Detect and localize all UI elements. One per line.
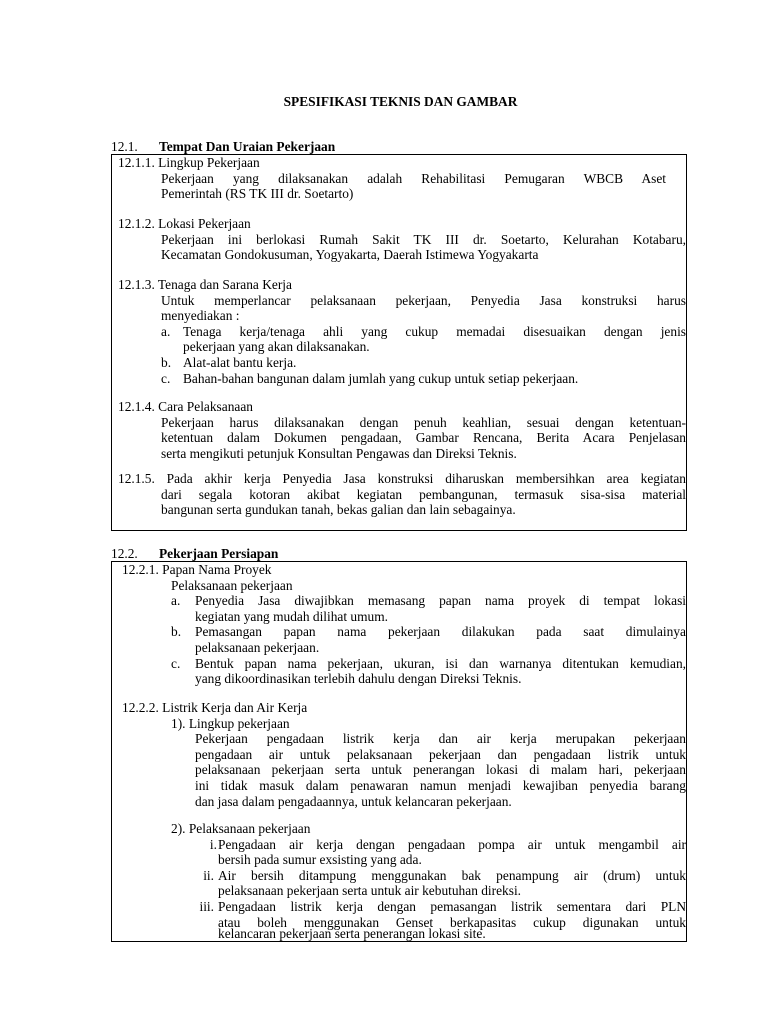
list-marker: b. (171, 624, 182, 640)
roman-marker: i. (209, 836, 217, 852)
list-item-line: Pengadaan air kerja dengan pengadaan pompa air untuk mengambil air (218, 836, 686, 852)
list-item-line: pelaksanaan pekerjaan serta untuk air kebutuhan direksi. (218, 883, 522, 899)
list-item-line: kelancaran pekerjaan serta penerangan lokasi site. (218, 926, 486, 941)
list-item-line: Pemasangan papan nama pekerjaan dilakukan pada saat dimulainya (195, 624, 686, 640)
list-item-line: Penyedia Jasa diwajibkan memasang papan nama proyek di tempat lokasi (195, 593, 686, 609)
paragraph-line: menyediakan : (161, 308, 240, 324)
list-item-line: Air bersih ditampung menggunakan bak penampung air (drum) untuk (218, 867, 686, 883)
list-marker: b. (161, 355, 172, 370)
paragraph-line: bangunan serta gundukan tanah, bekas galian dan lain sebagainya. (161, 502, 516, 518)
section-number: 12.1. (111, 139, 138, 154)
section-heading-12-1 (111, 139, 335, 155)
section-box-12-1 (111, 154, 687, 531)
paragraph-line: dan jasa dalam pengadaannya, untuk kelancaran pekerjaan. (195, 793, 512, 809)
numbered-heading: 1). Lingkup pekerjaan (171, 715, 290, 731)
paragraph-line: serta mengikuti petunjuk Konsultan Pengawas dan Direksi Teknis. (161, 445, 517, 461)
list-marker: a. (171, 593, 181, 609)
paragraph-line: ini tidak masuk dalam penawaran namun menjadi kewajiban penyedia barang (195, 778, 686, 793)
section-box-12-2 (111, 561, 687, 942)
list-item-line: Bentuk papan nama pekerjaan, ukuran, isi dan warnanya ditentukan kemudian, (195, 655, 686, 671)
paragraph-line: Pemerintah (RS TK III dr. Soetarto) (161, 186, 354, 202)
paragraph-line: Pekerjaan ini berlokasi Rumah Sakit TK III dr. Soetarto, Kelurahan Kotabaru, (161, 231, 686, 247)
section-heading-12-2 (111, 546, 278, 562)
section-title: Tempat Dan Uraian Pekerjaan (159, 139, 336, 154)
list-item-line: Tenaga kerja/tenaga ahli yang cukup memadai disesuaikan dengan jenis (183, 323, 686, 339)
roman-marker: ii. (203, 867, 214, 883)
list-item-line: pelaksanaan pekerjaan. (195, 640, 320, 655)
numbered-heading: 2). Pelaksanaan pekerjaan (171, 821, 311, 836)
list-item-line: yang dikoordinasikan terlebih dahulu dengan Direksi Teknis. (195, 671, 522, 687)
list-marker: c. (171, 655, 181, 671)
subsection-heading: 12.1.1. Lingkup Pekerjaan (118, 155, 260, 170)
subsection-paragraph-line: 12.1.5. Pada akhir kerja Penyedia Jasa konstruksi diharuskan membersihkan area kegiatan (118, 471, 686, 486)
section-number: 12.2. (111, 546, 138, 561)
subsection-heading: 12.2.2. Listrik Kerja dan Air Kerja (122, 700, 308, 715)
section-title: Pekerjaan Persiapan (159, 546, 279, 561)
list-marker: c. (161, 370, 171, 386)
paragraph-line: ketentuan dalam Dokumen pengadaan, Gambar Rencana, Berita Acara Penjelasan (161, 430, 686, 446)
list-item-line: bersih pada sumur exsisting yang ada. (218, 852, 422, 868)
list-item-line: Pengadaan listrik kerja dengan pemasangan listrik sementara dari PLN (218, 899, 686, 914)
list-item-line: atau boleh menggunakan Genset berkapasitas cukup digunakan untuk (218, 914, 686, 930)
paragraph-line: Pekerjaan harus dilaksanakan dengan penuh keahlian, sesuai dengan ketentuan- (161, 414, 686, 430)
subsection-heading: 12.1.3. Tenaga dan Sarana Kerja (118, 277, 292, 292)
subsection-heading: 12.1.4. Cara Pelaksanaan (118, 399, 253, 414)
paragraph-line: Pekerjaan yang dilaksanakan adalah Rehabilitasi Pemugaran WBCB Aset (161, 170, 666, 186)
list-item-line: Alat-alat bantu kerja. (183, 355, 297, 370)
paragraph-line: pelaksanaan pekerjaan serta untuk penerangan lokasi di malam hari, pekerjaan (195, 762, 686, 778)
paragraph-line: Pekerjaan pengadaan listrik kerja dan air kerja merupakan pekerjaan (195, 731, 686, 747)
list-item-line: kegiatan yang mudah dilihat umum. (195, 608, 389, 624)
list-item-line: pekerjaan yang akan dilaksanakan. (183, 339, 370, 355)
document-title: SPESIFIKASI TEKNIS DAN GAMBAR (283, 94, 518, 109)
subsection-heading: 12.2.1. Papan Nama Proyek (122, 562, 272, 577)
list-item-line: Bahan-bahan bangunan dalam jumlah yang cukup untuk setiap pekerjaan. (183, 370, 579, 386)
subsection-heading: 12.1.2. Lokasi Pekerjaan (118, 216, 251, 231)
subheading: Pelaksanaan pekerjaan (171, 577, 293, 593)
paragraph-line: Kecamatan Gondokusuman, Yogyakarta, Daerah Istimewa Yogyakarta (161, 247, 539, 263)
roman-marker: iii. (199, 899, 214, 914)
paragraph-line: pengadaan air untuk pelaksanaan pekerjaan dan pengadaan listrik untuk (195, 746, 686, 762)
paragraph-line: Untuk memperlancar pelaksanaan pekerjaan, Penyedia Jasa konstruksi harus (161, 292, 686, 308)
paragraph-line: dari segala kotoran akibat kegiatan pembangunan, termasuk sisa-sisa material (161, 486, 686, 502)
list-marker: a. (161, 323, 171, 339)
